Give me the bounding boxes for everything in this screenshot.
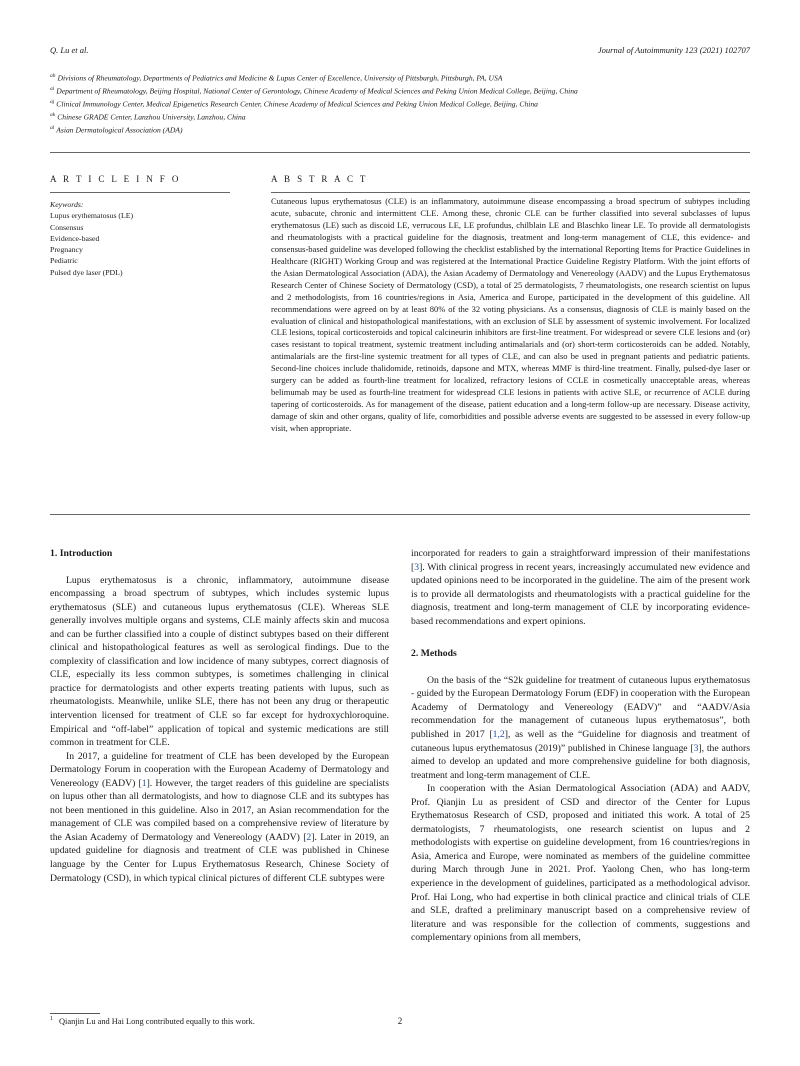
running-header-authors: Q. Lu et al. [50,45,89,55]
divider [50,152,750,153]
paragraph: On the basis of the “S2k guideline for treatment of cutaneous lupus erythematosus - guided by the European Dermatology Forum (EDF) in cooperation with the European Academy of Dermatology and Venereology (EADV)” and “AADV/Asia recommendation for the management of cutaneous lupus erythematosus”, both published in 2017 [1,2], as well as the “Guideline for diagnosis and treatment of cutaneous lupus erythematosus (2019)” published in Chinese language [3], the authors aimed to develop an updated and more comprehensive guideline for both diagnosis, treatment and long-term management of CLE. [411,674,750,781]
keyword: Pregnancy [50,245,83,255]
section-heading-introduction: 1. Introduction [50,548,113,559]
affiliations [50,71,650,136]
keyword: Consensus [50,222,84,232]
affiliation: $^{aj}$ Clinical Immunology Center, Medical Epigenetics Research Center, Chinese Academy of Medical Sciences and Peking Union Medical College, Beijing, China [50,98,538,109]
citation-link[interactable]: 1 [141,777,147,789]
paragraph: Lupus erythematosus is a chronic, inflammatory, autoimmune disease encompassing a broad spectrum of subtypes, which includes systemic lupus erythematosus (SLE) and cutaneous lupus erythematosus (CLE). Whereas SLE generally involves multiple organs and systems, CLE mainly affects skin and mucosa and can be further classified into a couple of distinct subtypes based on their different clinical and histopathological features as well as serological findings. Due to the complexity of classification and low incidence of many subtypes, correct diagnosis of CLE, especially its less common subtypes, is sometimes challenging in clinical practice for dermatologists and other experts treating patients with lupus, such as rheumatologists. Meanwhile, unlike SLE, there has not been any drug or therapeutic intervention licensed for treatment of CLE so far except for hydroxychloroquine. Empirical and “off-label” application of topical and systemic medications are still common in treatment for CLE. [50,574,389,749]
right-column [411,547,750,945]
divider [50,192,230,193]
affiliation: $^{al}$ Asian Dermatological Association (ADA) [50,124,183,135]
keyword: Pulsed dye laser (PDL) [50,267,123,277]
citation-link[interactable]: 3 [693,742,699,754]
section-heading-methods: 2. Methods [411,648,457,660]
paragraph: In 2017, a guideline for treatment of CLE has been developed by the European Dermatology Forum in cooperation with the European Academy of Dermatology and Venereology (EADV) [1]. However, the target readers of this guideline are specialists on lupus other than all dermatologists, and how to diagnose CLE and its subtypes has not been mentioned in this guideline. Also in 2017, an Asian recommendation for the management of CLE was compiled based on a comprehensive review of literature by the Asian Academy of Dermatology and Venereology (AADV) [2]. Later in 2019, an updated guideline for diagnosis and treatment of CLE was published in Chinese language by the Center for Lupus Erythematosus Research, Chinese Society of Dermatology (CSD), in which typical clinical pictures of different CLE subtypes were [50,750,390,884]
affiliation: $^{ah}$ Divisions of Rheumatology, Departments of Pediatrics and Medicine & Lupus Center of Excellence, University of Pittsburgh, Pittsburgh, PA, USA [50,73,503,83]
left-column [50,547,389,885]
divider [271,192,750,193]
divider [50,514,750,515]
keywords-label: Keywords: [50,200,84,209]
keyword: Evidence-based [50,233,100,243]
affiliation: $^{ai}$ Department of Rheumatology, Beijing Hospital, National Center of Gerontology, Chinese Academy of Medical Sciences and Peking Union Medical College, Beijing, China [50,85,578,96]
affiliation: $^{ak}$ Chinese GRADE Center, Lanzhou University, Lanzhou, China [50,111,246,122]
article-info-heading: A R T I C L E I N F O [50,174,181,184]
keywords-list [50,199,133,278]
footnote: $^1$ Qianjin Lu and Hai Long contributed equally to this work. [50,1016,255,1026]
paragraph: incorporated for readers to gain a straightforward impression of their manifestations [3]. With clinical progress in recent years, increasingly accumulated new evidence and updated opinions need to be incorporated in the guideline. The aim of the present work is to provide all dermatologists and rheumatologists with a practical guideline for the diagnosis, treatment and long-term management of CLE by incorporating evidence-based recommendations and expert opinions. [411,548,750,627]
paragraph: In cooperation with the Asian Dermatological Association (ADA) and AADV, Prof. Qianjin Lu as president of CSD and director of the Center for Lupus Erythematosus Research of CSD, proposed and initiated this work. A total of 25 dermatologists, 7 rheumatologists, one research scientist on lupus and 2 methodologists with expertise on guideline development, from 16 countries/regions in Asia, America and Europe, were nominated as members of the guideline committee during March through June in 2021. Prof. Yaolong Chen, who has long-term experience in the development of guidelines, participated as a methodological advisor. Prof. Hai Long, who had expertise in both clinical practice and clinical trials of CLE and SLE, drafted a preliminary manuscript based on a comprehensive review of literature and was responsible for the collection of comments, suggestions and complementary opinions from all members, [411,783,750,944]
running-header-journal: Journal of Autoimmunity 123 (2021) 102707 [597,45,750,55]
citation-link[interactable]: 2 [306,831,312,843]
footnote-divider [50,1013,100,1014]
page-number: 2 [397,1016,403,1026]
citation-link[interactable]: 1,2 [492,729,505,741]
abstract-text: Cutaneous lupus erythematosus (CLE) is an inflammatory, autoimmune disease encompassing a broad spectrum of subtypes including acute, subacute, chronic and intermittent CLE. Among these, chronic CLE can be further classified into several subclasses of lupus erythematosus (LE) such as discoid LE, verrucous LE, LE profundus, chilblain LE and Blaschko linear LE. To provide all dermatologists and rheumatologists with a practical guideline for the diagnosis, treatment and long-term management of CLE, this evidence- and consensus-based guideline was developed following the checklist established by the international Reporting Items for Practice Guidelines in Healthcare (RIGHT) Working Group and was registered at the International Practice Guideline Registry Platform. With the joint efforts of the Asian Dermatological Association (ADA), the Asian Academy of Dermatology and Venereology (AADV) and the Lupus Erythematosus Research Center of Chinese Society of Dermatology (CSD), a total of 25 dermatologists, 7 rheumatologists, one research scientist on lupus and 2 methodologists, from 16 countries/regions in Asia, America and Europe, participated in the development of this guideline. All recommendations were agreed on by at least 80% of the 32 voting physicians. As a consensus, diagnosis of CLE is mainly based on the evaluation of clinical and histopathological manifestations, with an exclusion of SLE by assessment of systemic involvement. For localized CLE lesions, topical corticosteroids and topical calcineurin inhibitors are first-line treatment. For widespread or severe CLE lesions and (or) cases resistant to topical treatment, systemic treatment including antimalarials and (or) short-term corticosteroids can be added. Notably, antimalarials are the first-line systemic treatment for all types of CLE, and can also be used in pregnant patients and pediatric patients. Second-line choices include thalidomide, retinoids, dapsone and MTX, whereas MMF is third-line treatment. Finally, pulsed-dye laser or surgery can be added as fourth-line treatment for localized, refractory lesions of CCLE in cosmetically unacceptable areas, whereas belimumab may be used as fourth-line treatment for widespread CLE lesions in patients with active SLE, or recurrence of ACLE during tapering of corticosteroids. As for management of the disease, patient education and a long-term follow-up are necessary. Disease activity, damage of skin and other organs, quality of life, comorbidities and possible adverse events are suggested to be assessed in every follow-up visit, when appropriate. [271,196,750,434]
citation-link[interactable]: 3 [414,561,420,573]
keyword: Lupus erythematosus (LE) [50,211,134,221]
abstract-heading: A B S T R A C T [271,174,368,184]
keyword: Pediatric [50,256,78,266]
